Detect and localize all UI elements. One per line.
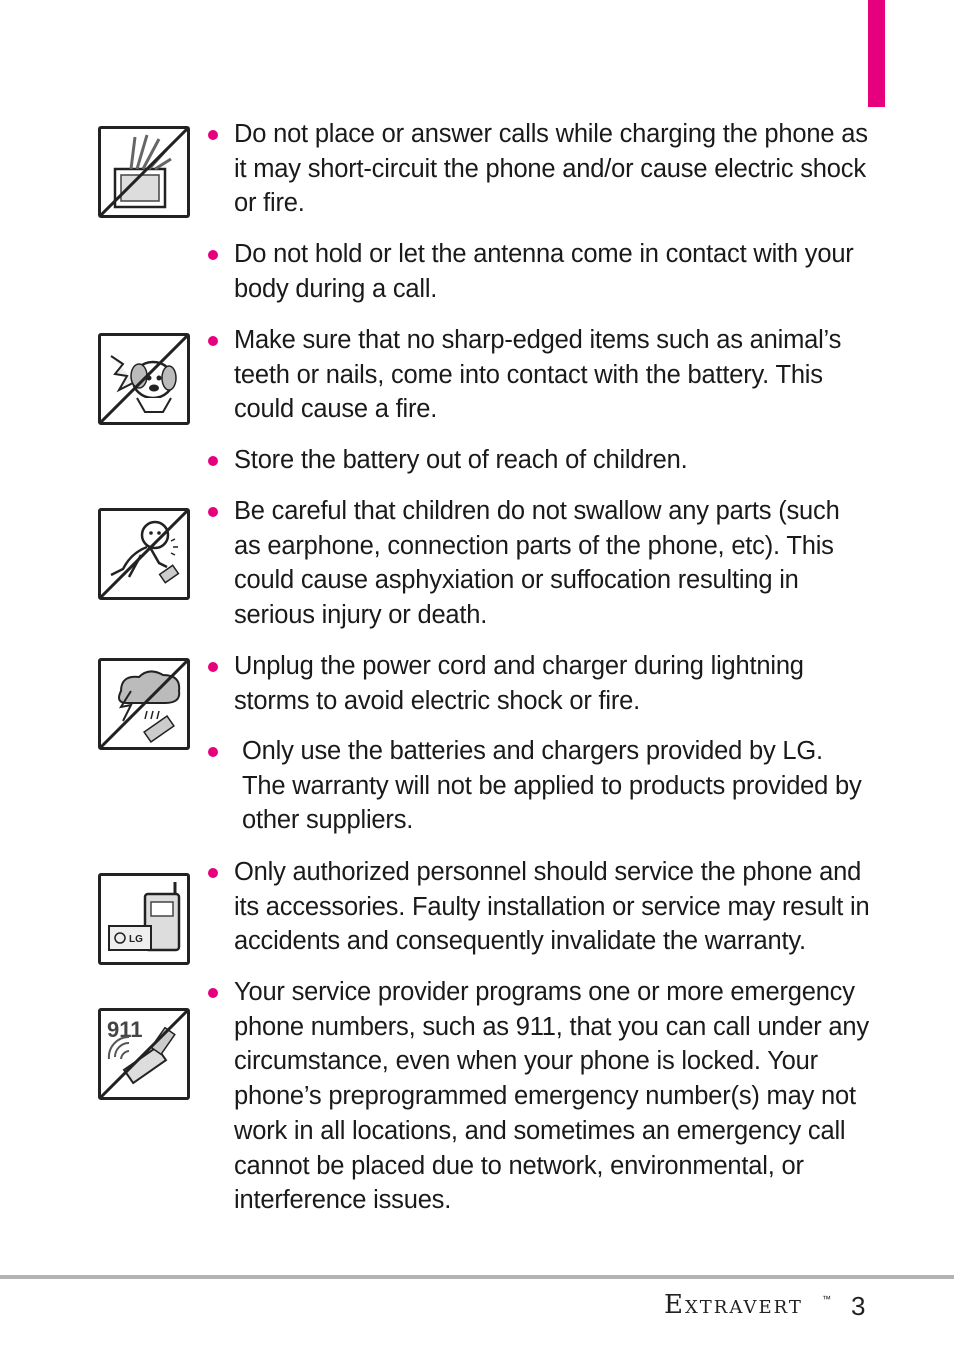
charging-phone-warning-icon (98, 126, 190, 218)
bullet-text: Make sure that no sharp-edged items such as animal’s teeth or nails, come into contact with the battery. This could cause a fire. (234, 326, 842, 424)
list-item (205, 237, 870, 306)
bullet-dot (208, 456, 218, 466)
bullet-text: Store the battery out of reach of children. (234, 446, 688, 474)
page-number: 3 (851, 1291, 866, 1321)
bullet-dot (208, 507, 218, 517)
bullet-text: Be careful that children do not swallow any parts (such as earphone, connection parts of the phone, etc). This could cause asphyxiation or suffocation resulting in serious injury or death. (234, 497, 840, 630)
emergency-911-label: 911 (107, 1017, 143, 1042)
lightning-storm-warning-icon (98, 658, 190, 750)
lg-logo-text: LG (129, 934, 143, 945)
list-item (205, 494, 870, 633)
pet-bite-warning-icon (98, 333, 190, 425)
footer-brand-name: Extravert (664, 1290, 803, 1320)
list-item (205, 323, 870, 427)
bullet-text: Your service provider programs one or more emergency phone numbers, such as 911, that you can call under any circumstance, even when your phone is locked. Your phone’s preprogrammed emergency number(s) may not work in all locations, and sometimes an emergency call cannot be placed due to network, environmental, or interference issues. (234, 978, 869, 1215)
list-item (205, 443, 870, 478)
bullet-text: Unplug the power cord and charger during lightning storms to avoid electric shock or fire. (234, 652, 804, 715)
section-tab-marker (868, 0, 885, 107)
list-item (205, 855, 870, 959)
list-item (205, 975, 870, 1218)
bullet-text: Only use the batteries and chargers provided by LG. The warranty will not be applied to products provided by other suppliers. (242, 737, 862, 835)
child-swallow-warning-icon (98, 508, 190, 600)
bullet-dot (208, 662, 218, 672)
footer-trademark: ™ (822, 1294, 831, 1304)
emergency-911-icon (98, 1008, 190, 1100)
bullet-dot (208, 747, 218, 757)
bullet-dot (208, 988, 218, 998)
footer-divider (0, 1275, 954, 1279)
bullet-text: Do not place or answer calls while charging the phone as it may short-circuit the phone and/or cause electric shock or fire. (234, 120, 868, 218)
lg-authorized-service-icon (98, 873, 190, 965)
list-item (205, 649, 870, 718)
bullet-dot (208, 336, 218, 346)
list-item (205, 734, 870, 838)
bullet-text: Only authorized personnel should service the phone and its accessories. Faulty installation or service may result in accidents and consequently invalidate the warranty. (234, 858, 870, 956)
bullet-dot (208, 250, 218, 260)
bullet-dot (208, 868, 218, 878)
bullet-text: Do not hold or let the antenna come in contact with your body during a call. (234, 240, 854, 303)
bullet-dot (208, 130, 218, 140)
list-item (205, 117, 870, 221)
